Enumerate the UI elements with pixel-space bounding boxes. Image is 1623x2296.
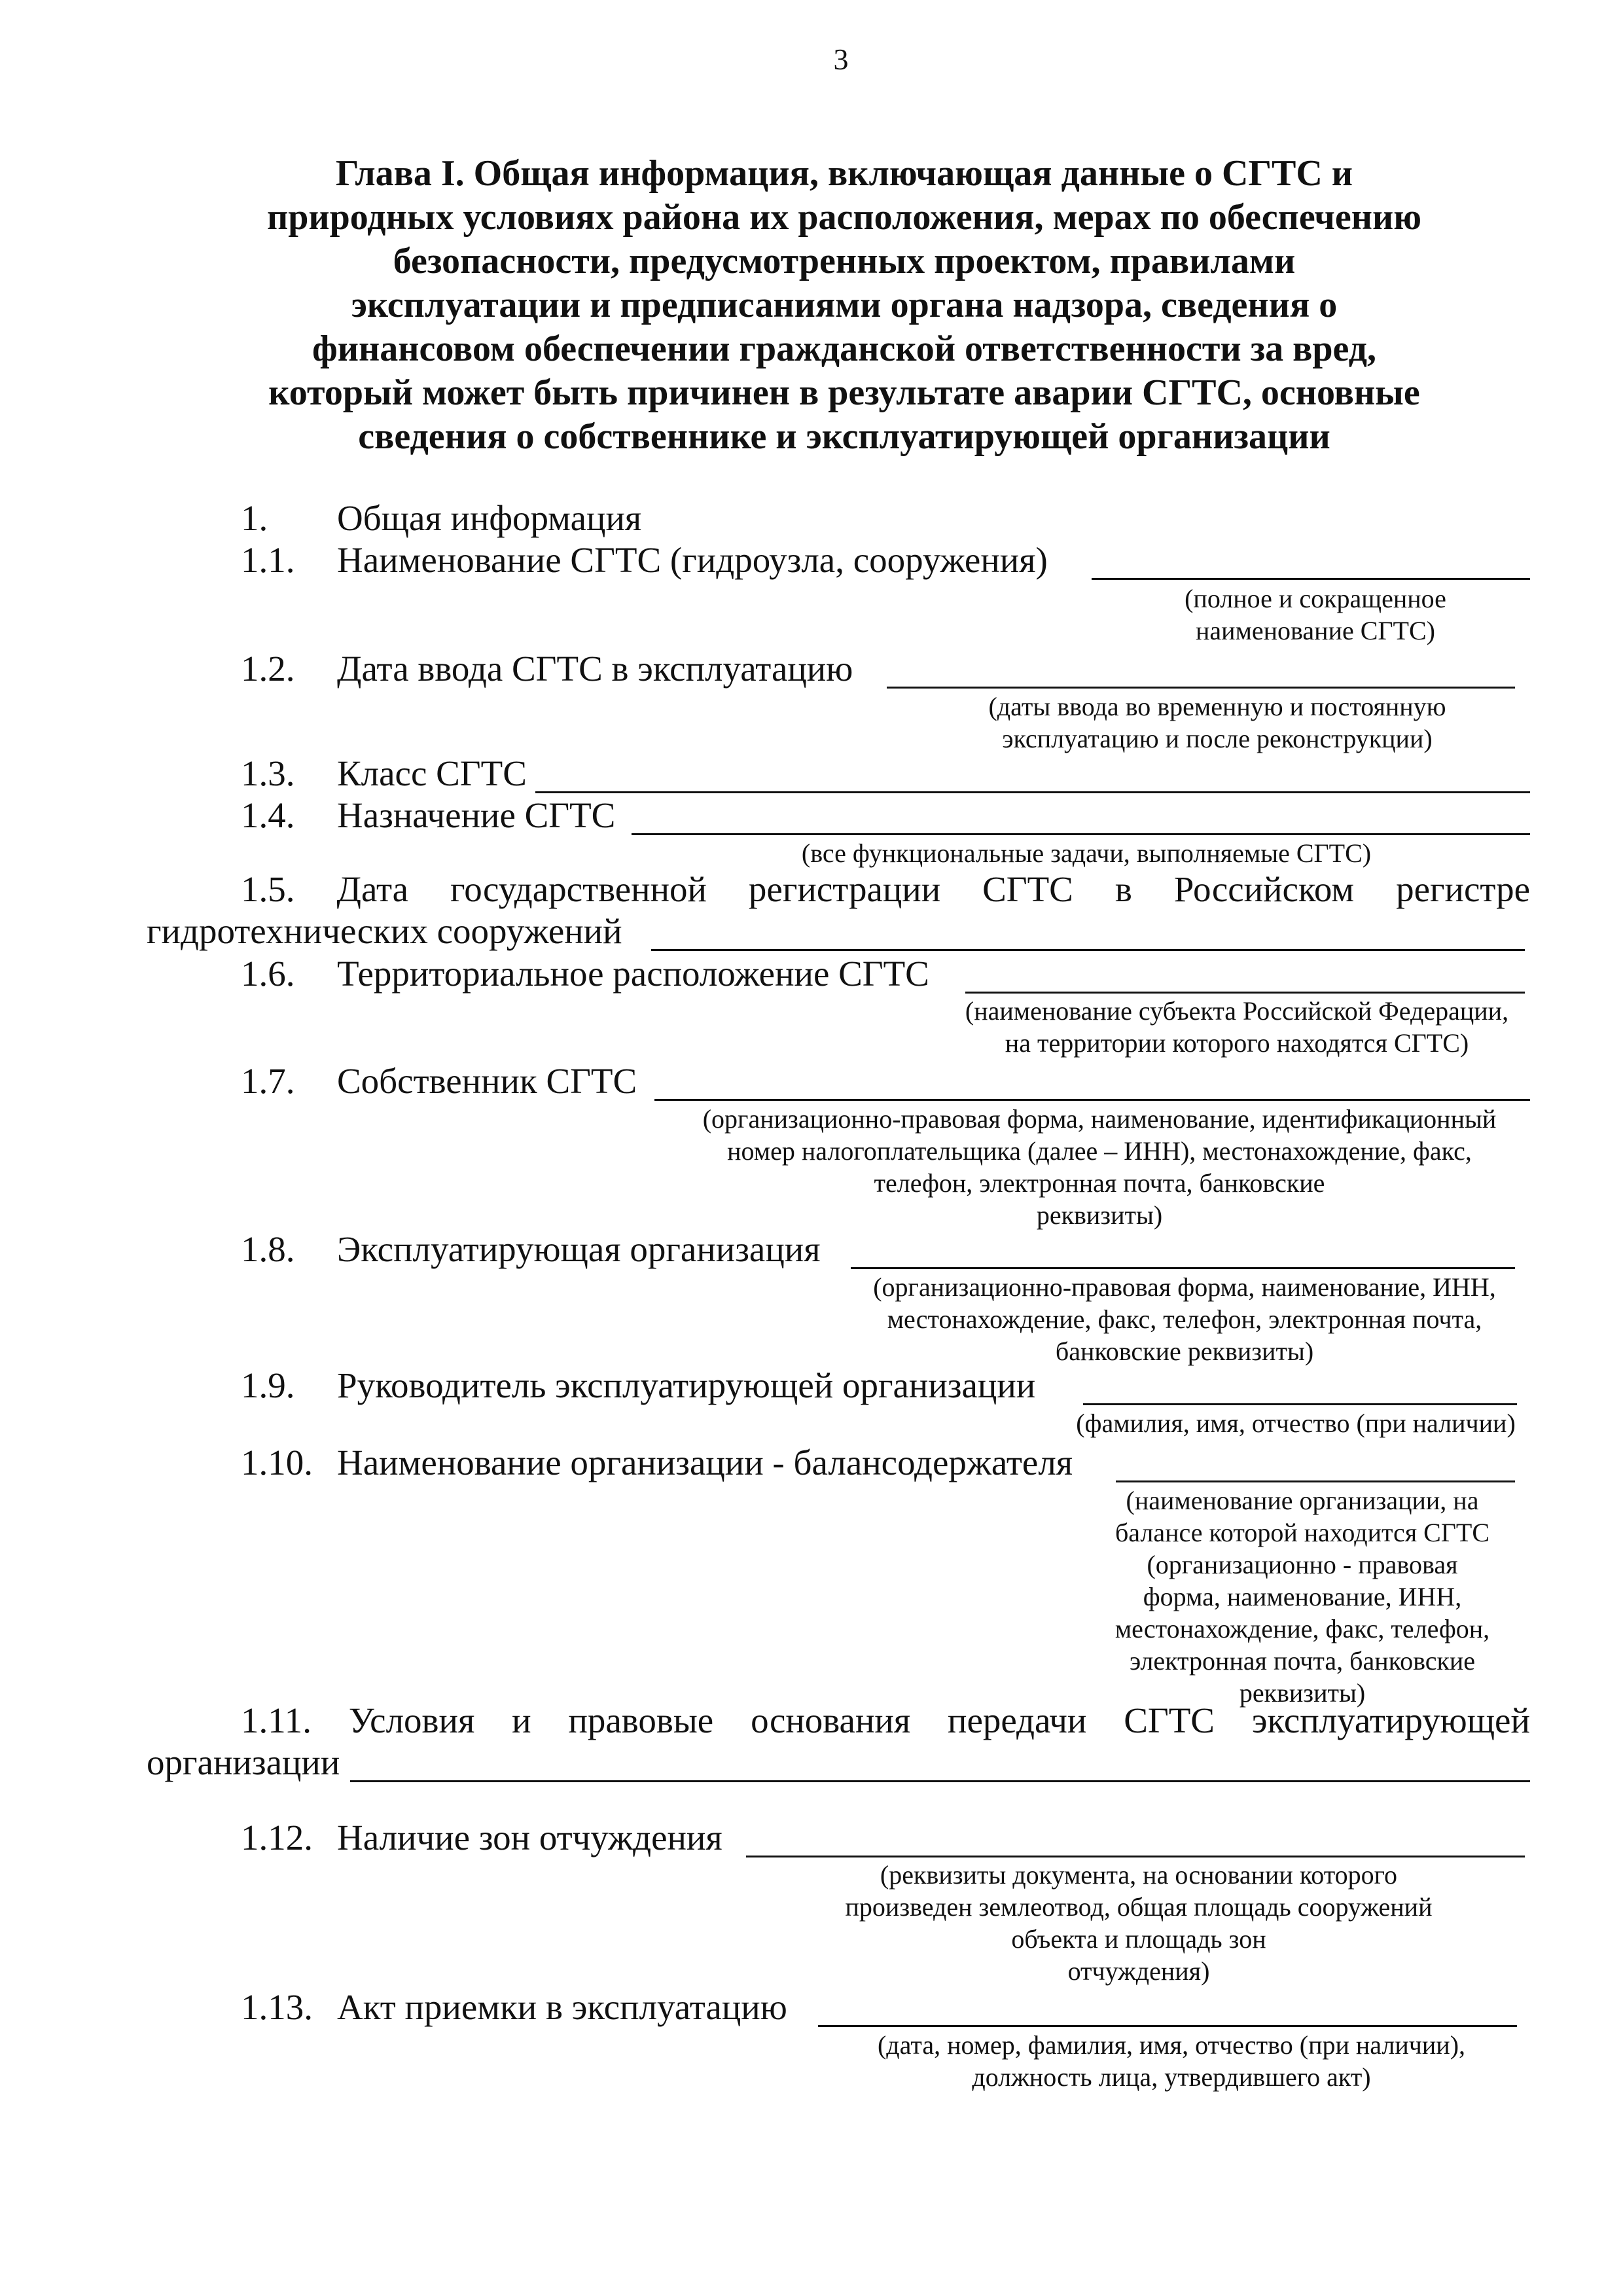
item-1-7 xyxy=(0,1060,1623,1102)
caption-1-13: (дата, номер, фамилия, имя, отчество (при наличии), должность лица, утвердившего акт) xyxy=(877,2030,1466,2092)
fill-in-line-1-12[interactable] xyxy=(746,1856,1525,1857)
item-label: Руководитель эксплуатирующей организации xyxy=(337,1365,1036,1405)
caption-1-4: (все функциональные задачи, выполняемые СГТС) xyxy=(801,838,1372,868)
item-number: 1.2. xyxy=(241,649,295,689)
item-label: Территориальное расположение СГТС xyxy=(337,954,929,994)
item-1-3 xyxy=(0,753,1623,795)
item-label: Акт приемки в эксплуатацию xyxy=(337,1987,787,2027)
item-label: Назначение СГТС xyxy=(337,795,616,835)
fill-in-line-1-5[interactable] xyxy=(651,949,1525,951)
item-number: 1. xyxy=(241,498,268,538)
item-1-13 xyxy=(0,1986,1623,2028)
caption-1-1: (полное и сокращенное наименование СГТС) xyxy=(1185,584,1446,645)
item-1-11-continuation: организации xyxy=(147,1742,340,1782)
item-word: государственной xyxy=(450,869,707,909)
item-word: правовые xyxy=(568,1700,714,1740)
item-1-5-continuation: гидротехнических сооружений xyxy=(147,911,622,951)
chapter-title xyxy=(196,152,1492,459)
item-number: 1.1. xyxy=(241,540,295,580)
caption-1-12: (реквизиты документа, на основании которого произведен землеотвод, общая площадь сооружений объекта и площадь зон отчуждения) xyxy=(845,1860,1433,1986)
fill-in-line-1-8[interactable] xyxy=(851,1267,1515,1269)
item-label: Эксплуатирующая организация xyxy=(337,1229,821,1269)
item-word: основания xyxy=(751,1700,911,1740)
item-word: регистрации xyxy=(748,869,941,909)
chapter-title-line: сведения о собственнике и эксплуатирующей организации xyxy=(358,416,1330,457)
fill-in-line-1-2[interactable] xyxy=(887,687,1515,689)
item-number: 1.13. xyxy=(241,1987,313,2027)
item-word: Российском xyxy=(1173,869,1355,909)
item-word: Условия xyxy=(348,1700,475,1740)
item-1-4 xyxy=(0,795,1623,836)
caption-1-6: (наименование субъекта Российской Федерации, на территории которого находятся СГТС) xyxy=(965,996,1509,1058)
item-number: 1.10. xyxy=(241,1443,313,1482)
fill-in-line-1-3[interactable] xyxy=(535,791,1530,793)
page-number: 3 xyxy=(833,43,849,76)
item-number: 1.8. xyxy=(241,1229,295,1269)
item-word: регистре xyxy=(1396,869,1530,909)
item-number: 1.12. xyxy=(241,1818,313,1857)
item-number: 1.6. xyxy=(241,954,295,994)
fill-in-line-1-4[interactable] xyxy=(632,833,1530,835)
chapter-title-line: эксплуатации и предписаниями органа надзора, сведения о xyxy=(351,285,1338,325)
item-label: Собственник СГТС xyxy=(337,1061,637,1101)
item-word: СГТС xyxy=(1124,1700,1215,1740)
item-word: и xyxy=(512,1700,531,1740)
item-number: 1.9. xyxy=(241,1365,295,1405)
item-1-12 xyxy=(0,1817,1623,1859)
item-number: 1.4. xyxy=(241,795,295,835)
caption-1-2: (даты ввода во временную и постоянную эксплуатацию и после реконструкции) xyxy=(988,692,1446,753)
item-label: Наименование СГТС (гидроузла, сооружения) xyxy=(337,540,1048,580)
item-label: Общая информация xyxy=(337,498,642,538)
item-1-1 xyxy=(0,539,1623,581)
fill-in-line-1-10[interactable] xyxy=(1116,1480,1515,1482)
item-label: Наименование организации - балансодержателя xyxy=(337,1443,1073,1482)
item-1-5 xyxy=(241,869,1530,910)
item-1-6 xyxy=(0,953,1623,995)
item-1-10 xyxy=(0,1442,1623,1484)
item-1-2 xyxy=(0,648,1623,690)
fill-in-line-1-7[interactable] xyxy=(654,1099,1530,1101)
chapter-title-line: Глава I. Общая информация, включающая данные о СГТС и xyxy=(335,153,1353,194)
chapter-title-line: природных условиях района их расположения, мерах по обеспечению xyxy=(266,197,1422,238)
item-number: 1.7. xyxy=(241,1061,295,1101)
chapter-title-line: который может быть причинен в результате аварии СГТС, основные xyxy=(268,372,1420,413)
caption-1-7: (организационно-правовая форма, наименование, идентификационный номер налогоплательщика (далее – ИНН), местонахождение, факс, телефон, электронная почта, банковские реквизиты) xyxy=(702,1104,1497,1230)
chapter-title-line: безопасности, предусмотренных проектом, правилами xyxy=(393,241,1296,281)
item-1 xyxy=(0,497,1623,539)
item-label: Дата ввода СГТС в эксплуатацию xyxy=(337,649,853,689)
item-number: 1.3. xyxy=(241,753,295,793)
fill-in-line-1-9[interactable] xyxy=(1083,1403,1517,1405)
item-number: 1.11. xyxy=(241,1700,312,1740)
item-label: Класс СГТС xyxy=(337,753,527,793)
fill-in-line-1-11[interactable] xyxy=(350,1780,1530,1782)
item-1-9 xyxy=(0,1365,1623,1407)
fill-in-line-1-6[interactable] xyxy=(965,992,1525,994)
item-word: Дата xyxy=(336,869,409,909)
caption-1-9: (фамилия, имя, отчество (при наличии) xyxy=(1076,1408,1516,1438)
caption-1-8: (организационно-правовая форма, наименование, ИНН, местонахождение, факс, телефон, электронная почта, банковские реквизиты) xyxy=(873,1272,1496,1366)
item-word: в xyxy=(1115,869,1132,909)
caption-1-10: (наименование организации, на балансе которой находится СГТС (организационно - правовая форма, наименование, ИНН, местонахождение, факс, телефон, электронная почта, банковские реквизиты) xyxy=(1115,1486,1490,1708)
item-word: СГТС xyxy=(982,869,1073,909)
item-word: передачи xyxy=(948,1700,1087,1740)
fill-in-line-1-1[interactable] xyxy=(1092,578,1530,580)
item-1-11 xyxy=(241,1700,1530,1742)
item-1-8 xyxy=(0,1229,1623,1270)
chapter-title-line: финансовом обеспечении гражданской ответственности за вред, xyxy=(312,329,1376,369)
item-number: 1.5. xyxy=(241,869,295,909)
item-word: эксплуатирующей xyxy=(1251,1700,1530,1740)
item-label: Наличие зон отчуждения xyxy=(337,1818,722,1857)
fill-in-line-1-13[interactable] xyxy=(818,2025,1517,2027)
